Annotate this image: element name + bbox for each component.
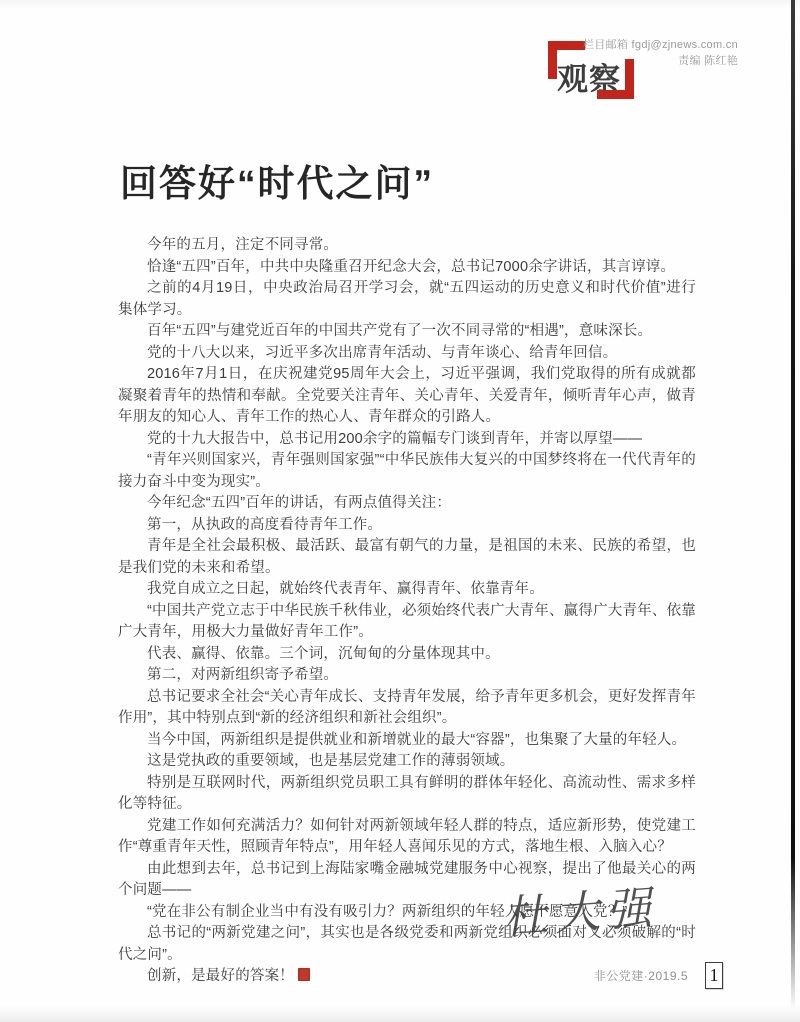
paragraph: 之前的4月19日，中央政治局召开学习会，就“五四运动的历史意义和时代价值”进行集体学习。 — [118, 280, 696, 318]
paragraph: 2016年7月1日，在庆祝建党95周年大会上，习近平强调，我们党取得的所有成就都凝聚着青年的热情和奉献。全党要关注青年、关心青年、关爱青年，倾听青年心声，做青年朋友的知心人、青年工作的热心人、青年群众的引路人。 — [118, 366, 696, 425]
paragraph: 恰逢“五四”百年，中共中央隆重召开纪念大会，总书记7000余字讲话，其言谆谆。 — [147, 258, 676, 275]
paragraph: 百年“五四”与建党近百年的中国共产党有了一次不同寻常的“相遇”，意味深长。 — [147, 323, 653, 339]
editor-credit: 责编 陈红艳 — [678, 55, 738, 67]
paragraph: 党的十八大以来，习近平多次出席青年活动、与青年谈心、给青年回信。 — [147, 344, 618, 361]
paragraph: 当今中国，两新组织是提供就业和新增就业的最大“容器”，也集聚了大量的年轻人。 — [147, 731, 687, 748]
page-number: 1 — [705, 962, 723, 989]
paragraph: 党建工作如何充满活力？如何针对两新领域年轻人群的特点，适应新形势，使党建工作“尊重青年天性，照顾青年特点”，用年轻人喜闻乐见的方式，落地生根、入脑入心？ — [118, 817, 696, 855]
scan-edge-top — [0, 0, 800, 10]
masthead-meta — [583, 37, 738, 69]
article-title: 回答好“时代之问” — [120, 163, 434, 204]
paragraph: 今年纪念“五四”百年的讲话，有两点值得关注： — [147, 495, 452, 511]
paragraph: 创新，是最好的答案！ — [118, 966, 696, 988]
column-email: 栏目邮箱 fgdj@zjnews.com.cn — [583, 39, 738, 51]
paragraph: 由此想到去年，总书记到上海陆家嘴金融城党建服务中心视察，提出了他最关心的两个问题—— — [118, 860, 696, 898]
paragraph: 特别是互联网时代，两新组织党员职工具有鲜明的群体年轻化、高流动性、需求多样化等特征。 — [118, 774, 696, 812]
paragraph: 党的十九大报告中，总书记用200余字的篇幅专门谈到青年，并寄以厚望—— — [147, 430, 643, 447]
scan-edge-bottom — [0, 1006, 800, 1022]
paragraph: 总书记的“两新党建之问”，其实也是各级党委和两新党组织必须面对又必须破解的“时代之问”。 — [118, 925, 696, 963]
scan-edge-right — [791, 0, 795, 1010]
paragraph: 今年的五月，注定不同寻常。 — [147, 237, 339, 253]
paragraph: “青年兴则国家兴，青年强则国家强”“中华民族伟大复兴的中国梦终将在一代代青年的接力奋斗中变为现实”。 — [118, 452, 696, 490]
paragraph: 代表、赢得、依靠。三个词，沉甸甸的分量体现其中。 — [147, 645, 500, 662]
paragraph: 这是党执政的重要领域，也是基层党建工作的薄弱领域。 — [147, 753, 515, 769]
paragraph: 第二，对两新组织寄予希望。 — [147, 667, 339, 683]
paragraph: 第一，从执政的高度看待青年工作。 — [147, 516, 383, 533]
end-of-article-seal-icon — [298, 968, 310, 981]
journal-issue: 非公党建·2019.5 — [593, 969, 688, 983]
author-signature: 杜大强 — [500, 881, 660, 944]
paragraph: “中国共产党立志于中华民族千秋伟业，必须始终代表广大青年、赢得广大青年、依靠广大青年，用极大力量做好青年工作”。 — [118, 602, 696, 640]
article — [118, 158, 696, 988]
paragraph: 青年是全社会最积极、最活跃、最富有朝气的力量，是祖国的未来、民族的希望，也是我们党的未来和希望。 — [118, 538, 696, 576]
section-label: 观察 — [557, 62, 621, 97]
paragraph: “党在非公有制企业当中有没有吸引力？两新组织的年轻人愿不愿意入党？” — [147, 903, 628, 920]
paragraph: 总书记要求全社会“关心青年成长、支持青年发展，给予青年更多机会，更好发挥青年作用”，其中特别点到“新的经济组织和新社会组织”。 — [118, 688, 696, 726]
page-footer — [594, 962, 723, 989]
paragraph: 我党自成立之日起，就始终代表青年、赢得青年、依靠青年。 — [147, 581, 544, 597]
